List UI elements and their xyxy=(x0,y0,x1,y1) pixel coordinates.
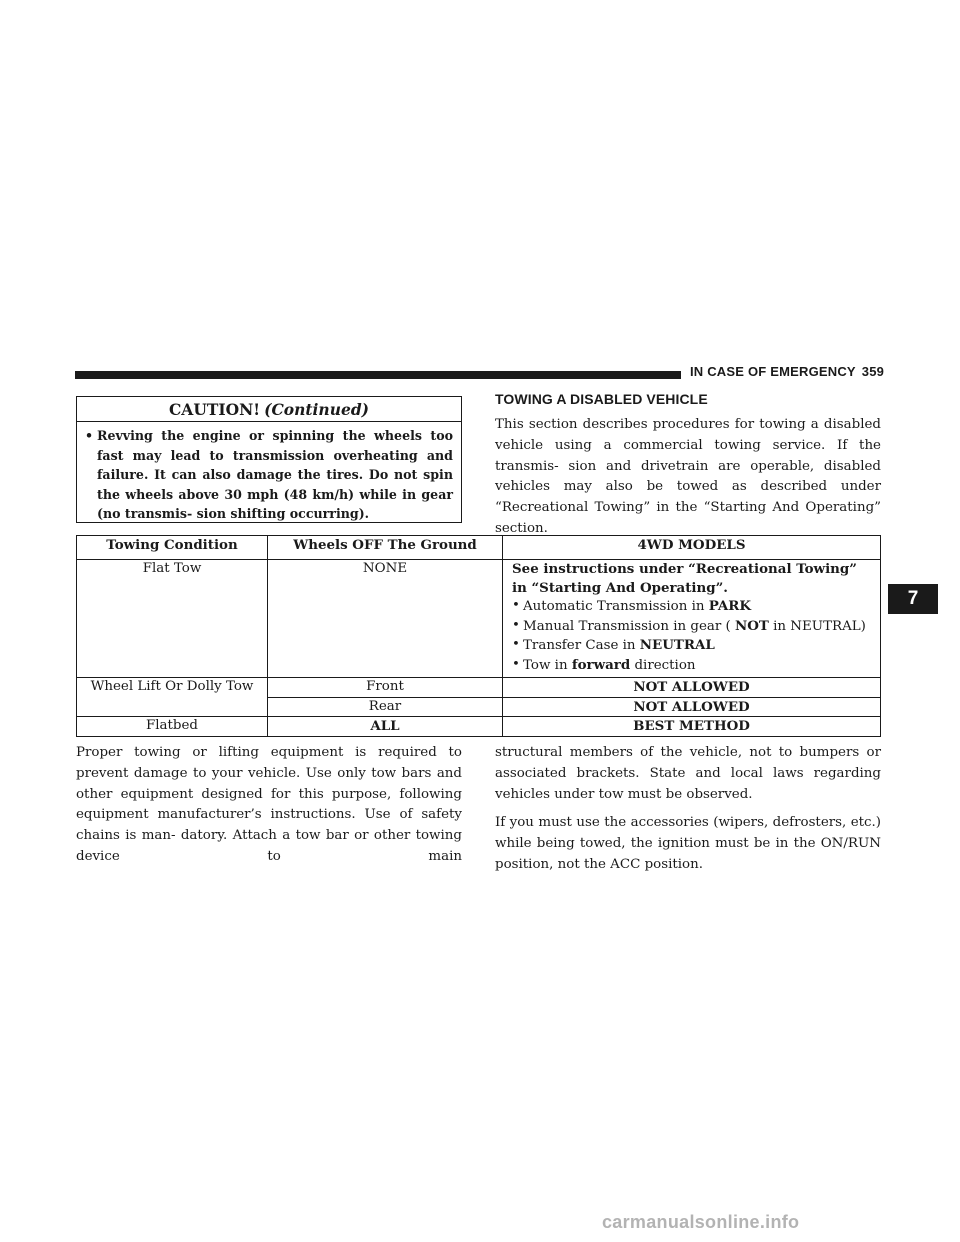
cell-wheel-lift: Wheel Lift Or Dolly Tow xyxy=(77,678,268,717)
table-row xyxy=(77,560,881,678)
chapter-tab[interactable]: 7 xyxy=(888,584,938,614)
list-item xyxy=(512,597,876,617)
item-text: Tow in xyxy=(523,657,572,673)
body-paragraph: If you must use the accessories (wipers, defrosters, etc.) while being towed, the ignition must be in the ON/RUN position, not the ACC position. xyxy=(495,815,881,872)
item-bold: NOT xyxy=(735,617,769,634)
caution-header xyxy=(77,397,461,422)
bullet-icon: • xyxy=(512,617,520,633)
section-title: TOWING A DISABLED VEHICLE xyxy=(495,391,708,407)
body-paragraph: structural members of the vehicle, not to bumpers or associated brackets. State and local laws regarding vehicles under tow must be observed. xyxy=(495,745,881,802)
watermark: carmanualsonline.info xyxy=(602,1212,800,1232)
cell-rear-value: NOT ALLOWED xyxy=(503,697,881,717)
header-section: IN CASE OF EMERGENCY xyxy=(690,364,856,379)
item-text: Transfer Case in xyxy=(523,638,640,653)
cell-flatbed-value: BEST METHOD xyxy=(503,717,881,737)
cell-front-value: NOT ALLOWED xyxy=(503,678,881,698)
caution-text: Revving the engine or spinning the wheels too fast may lead to transmission overheating and failure. It can also damage the tires. Do not spin the wheels above 30 mph (48 km/h) while in gear (no transmis- sion shifting occurring). xyxy=(97,428,453,521)
caution-box xyxy=(76,396,462,523)
caution-title: CAUTION! xyxy=(168,400,261,419)
header-rule xyxy=(75,371,681,379)
table-row xyxy=(77,717,881,737)
page-number: 359 xyxy=(861,364,885,379)
header-towing-condition: Towing Condition xyxy=(77,536,268,560)
bullet-icon: • xyxy=(85,428,94,443)
cell-rear: Rear xyxy=(268,697,503,717)
bullet-icon: • xyxy=(512,637,520,652)
body-right-column xyxy=(495,743,881,884)
body-paragraph: Proper towing or lifting equipment is required to prevent damage to your vehicle. Use only tow bars and other equipment designed for this purpose, following equipment manufacturer’s instructions. Use of safety chains is man- datory. Attach a tow bar or other towing device to main xyxy=(76,745,462,864)
cell-front: Front xyxy=(268,678,503,698)
item-bold: PARK xyxy=(708,598,752,614)
caution-continued: (Continued) xyxy=(264,400,370,419)
table-row xyxy=(77,678,881,698)
item-after: direction xyxy=(630,657,696,673)
caution-item xyxy=(85,426,453,524)
header-wheels-off: Wheels OFF The Ground xyxy=(268,536,503,560)
cell-flat-tow-wheels: NONE xyxy=(268,560,503,678)
instructions-title: See instructions under “Recreational Towing” in “Starting And Operating”. xyxy=(512,561,857,596)
running-header xyxy=(690,364,895,379)
item-bold: forward xyxy=(571,656,631,673)
header-4wd-models: 4WD MODELS xyxy=(503,536,881,560)
bullet-icon: • xyxy=(512,598,520,613)
list-item xyxy=(512,636,876,656)
item-text: Automatic Transmission in xyxy=(523,599,709,614)
list-item xyxy=(512,617,876,637)
cell-flatbed: Flatbed xyxy=(77,717,268,737)
bullet-icon: • xyxy=(512,656,520,672)
body-left-column xyxy=(76,743,462,868)
cell-flatbed-wheels: ALL xyxy=(268,717,503,737)
list-item xyxy=(512,656,876,676)
caution-body xyxy=(77,422,461,524)
item-text: Manual Transmission in gear ( xyxy=(523,618,736,634)
table-header-row xyxy=(77,536,881,560)
section-intro: This section describes procedures for towing a disabled vehicle using a commercial towing service. If the transmis- sion and drivetrain are operable, disabled vehicles may also be towed as described under “Recreational Towing” in the “Starting And Operating” section. xyxy=(495,417,881,536)
item-bold: NEUTRAL xyxy=(639,637,715,653)
cell-flat-tow-instructions xyxy=(503,560,881,678)
cell-flat-tow: Flat Tow xyxy=(77,560,268,678)
towing-table xyxy=(76,535,881,737)
item-after: in NEUTRAL) xyxy=(768,618,866,634)
